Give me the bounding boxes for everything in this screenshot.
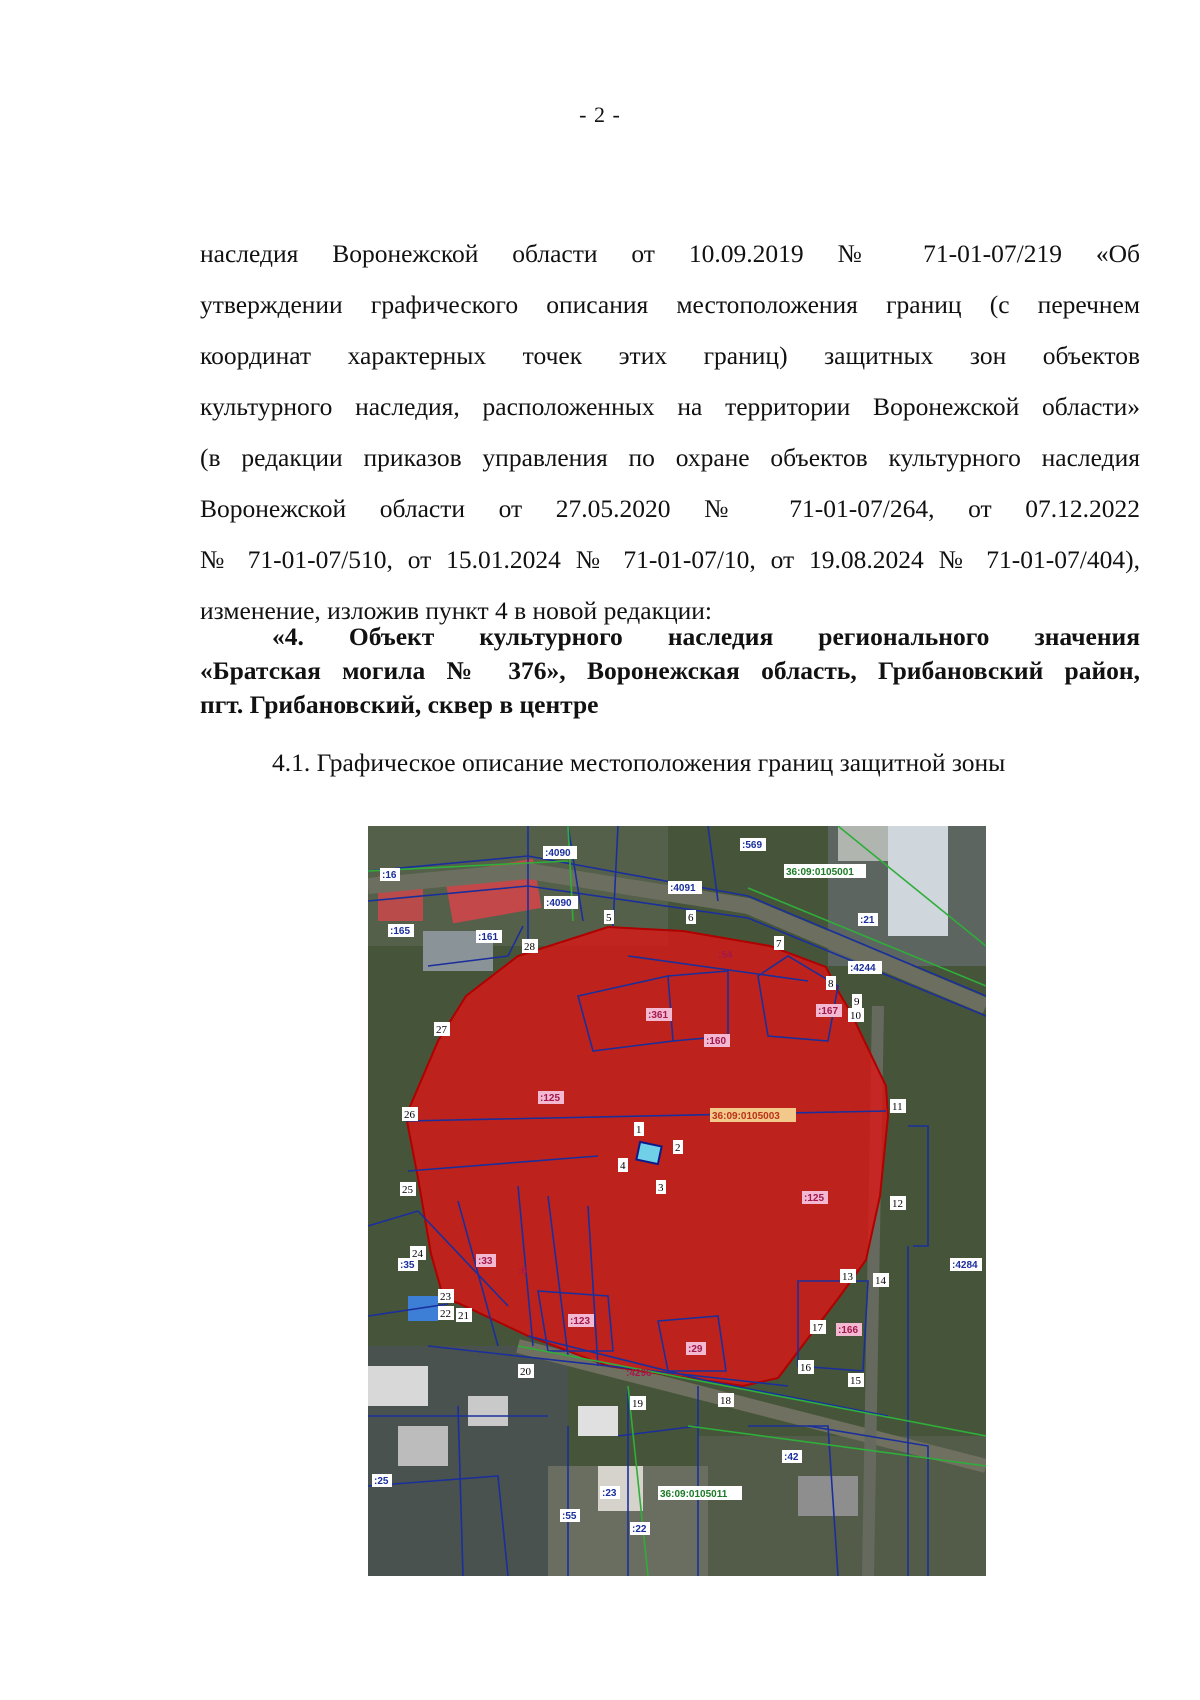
svg-text::569: :569	[742, 840, 763, 851]
paragraph-line: культурного наследия, расположенных на территории Воронежской области»	[200, 392, 1140, 421]
svg-text::361: :361	[648, 1010, 669, 1021]
svg-text::4244: :4244	[850, 963, 876, 974]
svg-text:18: 18	[720, 1395, 731, 1407]
svg-text:1: 1	[636, 1124, 642, 1136]
section-subheading: 4.1. Графическое описание местоположения границ защитной зоны	[272, 748, 1006, 777]
svg-text::4296: :4296	[626, 1368, 652, 1379]
svg-text::125: :125	[540, 1093, 561, 1104]
svg-text::125: :125	[804, 1193, 825, 1204]
svg-text::6: :6	[518, 1266, 527, 1277]
svg-text::25: :25	[374, 1476, 389, 1487]
svg-text::123: :123	[570, 1316, 591, 1327]
svg-text:11: 11	[892, 1101, 903, 1113]
paragraph-line: (в редакции приказов управления по охране объектов культурного наследия	[200, 443, 1140, 472]
svg-text:5: 5	[606, 912, 612, 924]
block-label: 36:09:0105003	[712, 1111, 780, 1122]
svg-text:2: 2	[675, 1142, 681, 1154]
svg-text:9: 9	[854, 996, 860, 1008]
svg-text:13: 13	[842, 1271, 853, 1283]
map-svg	[368, 826, 986, 1576]
svg-text::4090: :4090	[546, 898, 572, 909]
svg-text::54: :54	[718, 950, 733, 961]
svg-text:3: 3	[658, 1182, 664, 1194]
svg-text:10: 10	[850, 1010, 861, 1022]
svg-text:16: 16	[800, 1362, 811, 1374]
svg-text:26: 26	[404, 1109, 415, 1121]
heading-line: «Братская могила № 376», Воронежская область, Грибановский район,	[200, 656, 1140, 685]
svg-text:25: 25	[402, 1184, 413, 1196]
svg-text::55: :55	[562, 1511, 577, 1522]
block-label: 36:09:0105011	[660, 1489, 728, 1500]
svg-text:15: 15	[850, 1375, 861, 1387]
heading-line: пгт. Грибановский, сквер в центре	[200, 690, 599, 719]
svg-text:23: 23	[440, 1291, 451, 1303]
svg-text:20: 20	[520, 1366, 531, 1378]
svg-text::29: :29	[688, 1344, 703, 1355]
svg-text::42: :42	[784, 1452, 799, 1463]
paragraph-line: Воронежской области от 27.05.2020 № 71-01-07/264, от 07.12.2022	[200, 494, 1140, 523]
svg-text::161: :161	[478, 932, 499, 943]
svg-text:27: 27	[436, 1024, 447, 1036]
object-heading	[200, 620, 1140, 722]
protection-zone-map	[368, 826, 986, 1576]
paragraph-line: утверждении графического описания местоположения границ (с перечнем	[200, 290, 1140, 319]
svg-text::33: :33	[478, 1256, 493, 1267]
svg-text::4091: :4091	[670, 883, 696, 894]
svg-text::21: :21	[860, 915, 875, 926]
paragraph-line: наследия Воронежской области от 10.09.2019 № 71-01-07/219 «Об	[200, 239, 1140, 268]
heading-line: «4. Объект культурного наследия регионального значения	[272, 622, 1140, 651]
svg-text:22: 22	[440, 1308, 451, 1320]
svg-text:17: 17	[812, 1322, 823, 1334]
svg-text:7: 7	[776, 938, 782, 950]
svg-text::165: :165	[390, 926, 411, 937]
svg-text::22: :22	[632, 1524, 647, 1535]
svg-text:8: 8	[828, 978, 834, 990]
svg-text::4090: :4090	[545, 848, 571, 859]
svg-text:12: 12	[892, 1198, 903, 1210]
svg-text::35: :35	[400, 1260, 415, 1271]
svg-text:28: 28	[524, 941, 535, 953]
svg-text::4284: :4284	[952, 1260, 978, 1271]
svg-text::16: :16	[382, 870, 397, 881]
heritage-object	[636, 1142, 661, 1164]
svg-text:24: 24	[412, 1248, 423, 1260]
svg-text:4: 4	[620, 1160, 626, 1172]
svg-text:21: 21	[458, 1310, 469, 1322]
paragraph-line: № 71-01-07/510, от 15.01.2024 № 71-01-07/10, от 19.08.2024 № 71-01-07/404),	[200, 545, 1140, 574]
svg-text::23: :23	[602, 1488, 617, 1499]
main-paragraph	[200, 228, 1140, 636]
svg-text::166: :166	[838, 1325, 859, 1336]
paragraph-line: изменение, изложив пункт 4 в новой редакции:	[200, 596, 713, 625]
svg-text::167: :167	[818, 1006, 839, 1017]
block-label: 36:09:0105001	[786, 867, 854, 878]
svg-text:14: 14	[875, 1275, 886, 1287]
svg-text:6: 6	[688, 912, 694, 924]
page-number: - 2 -	[579, 102, 621, 127]
svg-text:19: 19	[632, 1398, 643, 1410]
svg-text::160: :160	[706, 1036, 727, 1047]
paragraph-line: координат характерных точек этих границ) защитных зон объектов	[200, 341, 1140, 370]
